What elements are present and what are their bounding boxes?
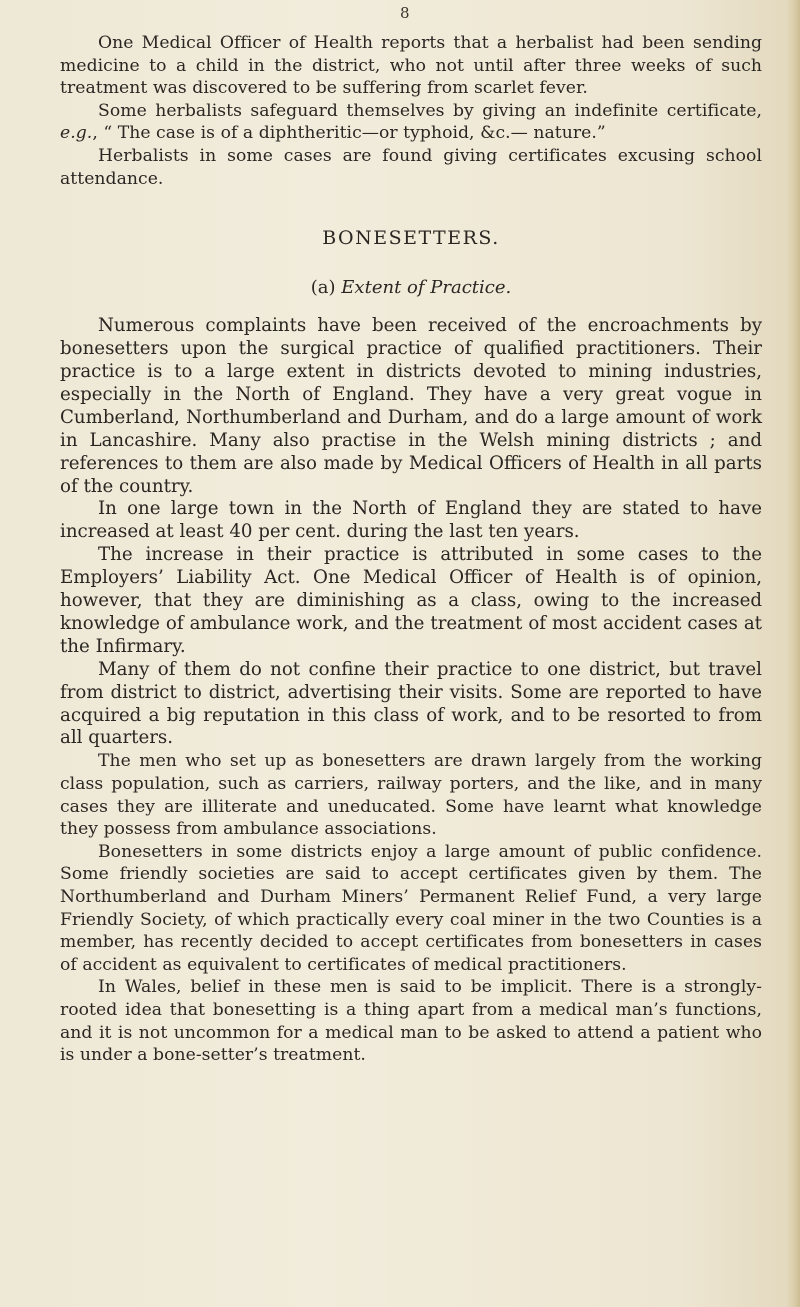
paragraph-travel: Many of them do not confine their practice to one district, but travel from district to district, advertising their visits. Some are reported to have acquired a big reputation in this class of work, and to be resorted to from all quarters. — [60, 658, 762, 749]
paragraph-complaints: Numerous complaints have been received of the encroachments by bonesetters upon the surgical practice of qualified practitioners. Their practice is to a large extent in districts devoted to mining industries, especially in the North of England. They have a very great vogue in Cumberland, Northumberland and Durham, and do a large amount of work in Lancashire. Many also practise in the Welsh mining districts ; and references to them are also made by Medical Officers of Health in all parts of the country. — [60, 315, 762, 497]
page-edge-shadow — [786, 0, 800, 1307]
page-number: 8 — [400, 4, 410, 22]
herbalist-section — [60, 32, 762, 190]
bonesetters-main-text — [60, 315, 762, 750]
certificate-text-before: Some herbalists safeguard themselves by giving an indefinite certificate, — [98, 100, 762, 121]
paragraph-wales: In Wales, belief in these men is said to be implicit. There is a strongly-rooted idea that bonesetting is a thing apart from a medical man’s functions, and it is not uncommon for a medical man to be asked to attend a patient who is under a bone-setter’s treatment. — [60, 977, 762, 1066]
paragraph-indefinite-certificate — [60, 100, 762, 145]
paragraph-school-attendance: Herbalists in some cases are found giving certificates excusing school attendance. — [60, 145, 762, 189]
section-heading: BONESETTERS. — [322, 227, 500, 250]
paragraph-employers-liability: The increase in their practice is attributed in some cases to the Employers’ Liability Act. One Medical Officer of Health is of opinion, however, that they are diminishing as a class, owing to the increased knowledge of ambulance work, and the treatment of most accident cases at the Infirmary. — [60, 544, 762, 657]
certificate-eg: e.g. — [60, 123, 93, 144]
bonesetters-small-text — [60, 750, 762, 1066]
subsection-heading — [60, 277, 762, 299]
subsection-label: (a) — [310, 277, 336, 299]
paragraph-public-confidence: Bonesetters in some districts enjoy a large amount of public confidence. Some friendly societies are said to accept certificates given by them. The Northumberland and Durham Miners’ Permanent Relief Fund, a very large Friendly Society, of which practically every coal miner in the two Counties is a member, has recently decided to accept certificates from bonesetters in cases of accident as equivalent to certificates of medical practitioners. — [60, 841, 762, 975]
paragraph-working-class: The men who set up as bonesetters are drawn largely from the working class population, such as carriers, railway porters, and the like, and in many cases they are illiterate and uneducated. Some have learnt what knowledge they possess from ambulance associations. — [60, 751, 762, 840]
paragraph-increase-forty: In one large town in the North of England they are stated to have increased at least 40 per cent. during the last ten years. — [60, 498, 762, 543]
subsection-title: Extent of Practice. — [341, 277, 512, 299]
page-content — [60, 32, 762, 1067]
paragraph-scarlet-fever: One Medical Officer of Health reports that a herbalist had been sending medicine to a child in the district, who not until after three weeks of such treatment was discovered to be suffering from scarlet fever. — [60, 33, 762, 99]
certificate-text-after: , “ The case is of a diphtheritic—or typhoid, &c.— nature.” — [92, 123, 606, 144]
